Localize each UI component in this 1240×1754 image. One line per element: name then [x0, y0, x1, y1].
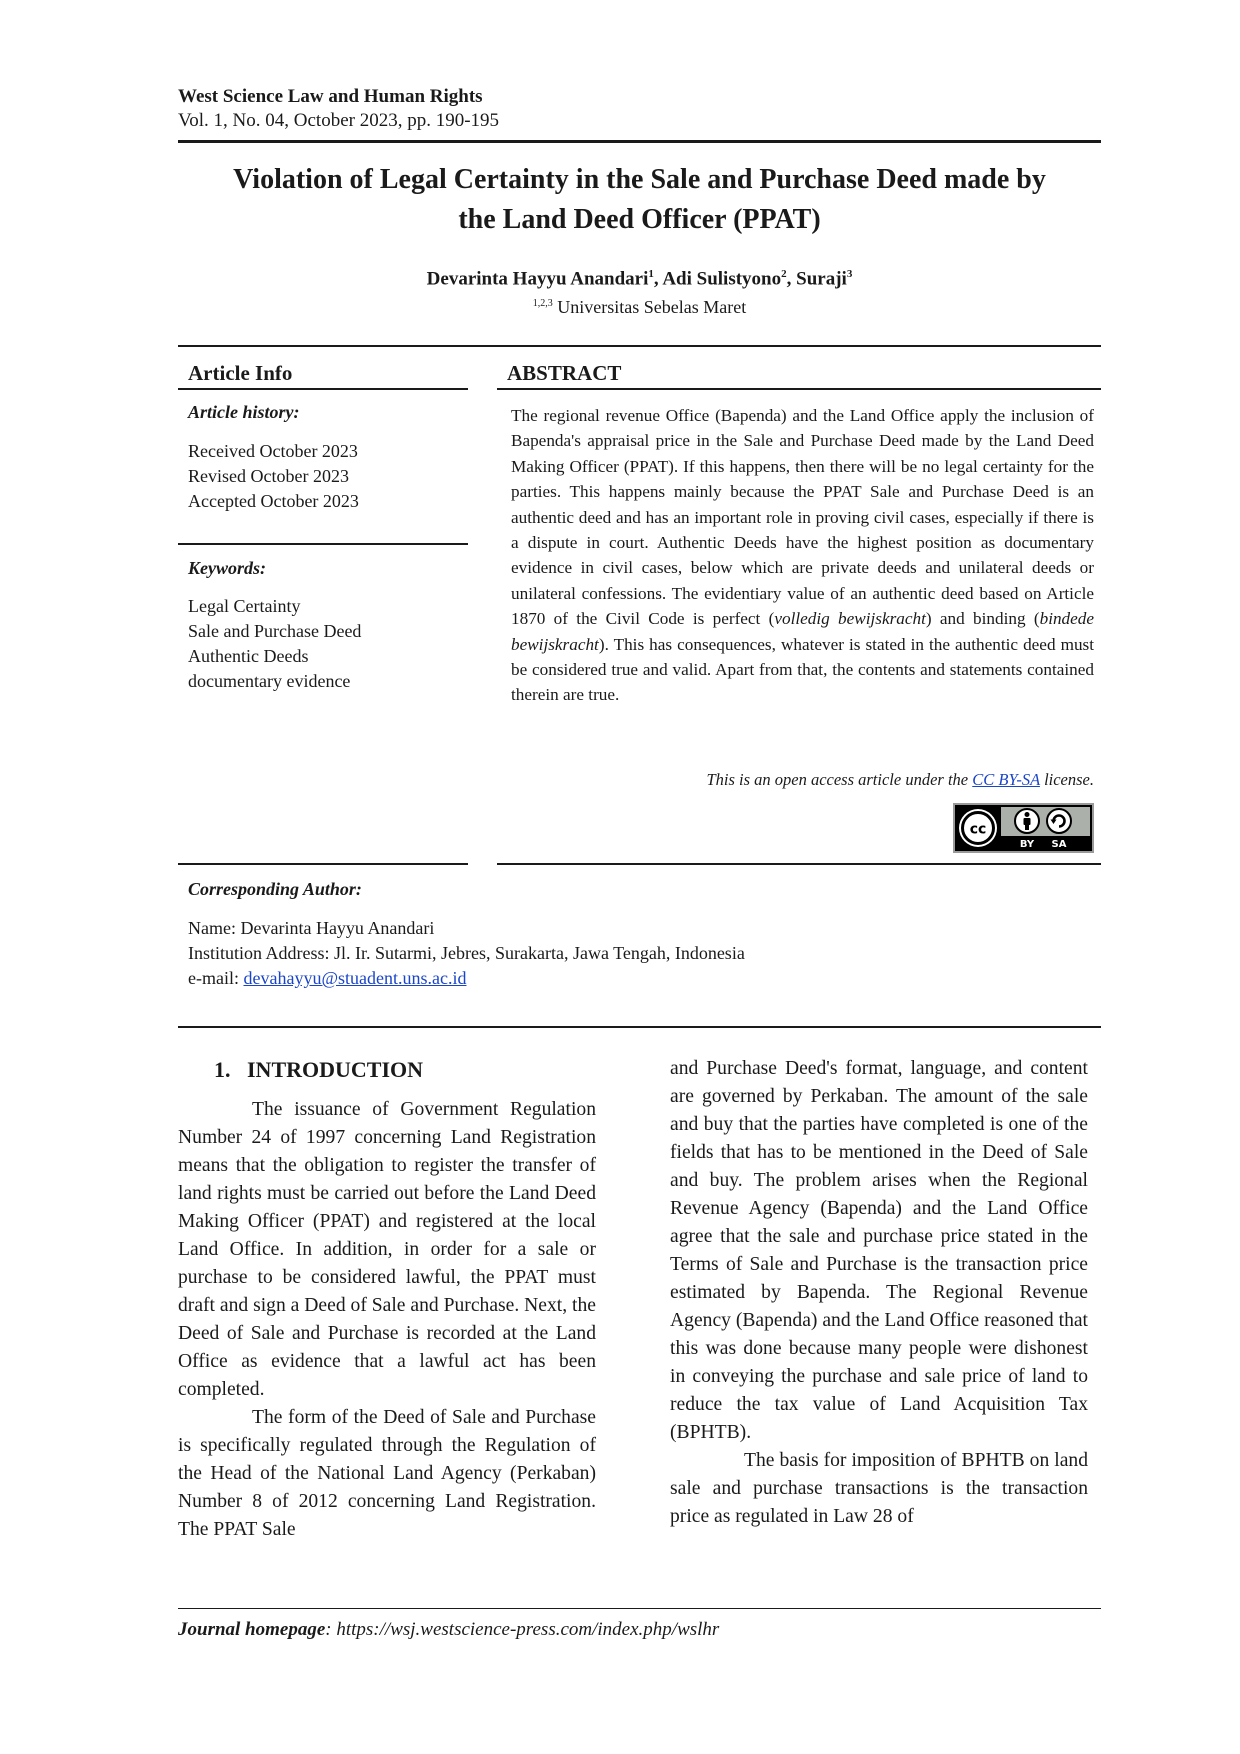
email-line	[188, 966, 745, 991]
email-link[interactable]: devahayyu@stuadent.uns.ac.id	[243, 968, 467, 988]
author-name-line: Name: Devarinta Hayyu Anandari	[188, 918, 435, 938]
keywords-list	[188, 594, 361, 694]
cc-icon-text: cc	[969, 821, 987, 838]
keyword-item: documentary evidence	[188, 671, 351, 691]
author-name: Devarinta Hayyu Anandari	[426, 268, 649, 290]
info-bottom-rule	[178, 863, 468, 865]
paper-title-line2: the Land Deed Officer (PPAT)	[458, 204, 821, 235]
abstract-heading: ABSTRACT	[507, 361, 622, 385]
author-name: Suraji	[796, 268, 847, 290]
intro-paragraph: and Purchase Deed's format, language, and content are governed by Perkaban. The amount of the sale and buy that the parties have completed is one of the fields that has to be mentioned in the Deed of Sale and buy. The problem arises when the Regional Revenue Agency (Bapenda) and the Land Office agree that the sale and purchase price stated in the Terms of Sale and Purchase is the transaction price estimated by Bapenda. The Regional Revenue Agency (Bapenda) and the Land Office reasoned that this was done because many people were dishonest in conveying the purchase and sale price of land to reduce the tax value of Land Acquisition Tax (BPHTB).	[670, 1058, 1089, 1443]
intro-paragraph: The basis for imposition of BPHTB on land sale and purchase transactions is the transaction price as regulated in Law 28 of	[670, 1450, 1088, 1527]
keyword-item: Sale and Purchase Deed	[188, 621, 362, 641]
abstract-heading-rule	[497, 388, 1101, 390]
keywords-label: Keywords:	[188, 558, 266, 578]
article-history	[188, 439, 359, 514]
abstract-part: The regional revenue Office (Bapenda) and the Land Office apply the inclusion of Bapenda's appraisal price in the Sale and Purchase Deed made by the Land Deed Making Officer (PPAT). If this happens, then there will be no legal certainty for the parties. This happens mainly because the PPAT Sale and Purchase Deed is an authentic deed and has an important role in proving civil cases, especially if there is a dispute in court. Authentic Deeds have the highest position as documentary evidence in civil cases, below which are private deeds and unilateral deeds or unilateral confessions. The evidentiary value of an authentic deed based on Article 1870 of the Civil Code is perfect (	[511, 406, 1094, 629]
accepted-date: Accepted October 2023	[188, 491, 359, 511]
intro-paragraph: The form of the Deed of Sale and Purchase is specifically regulated through the Regulation of the Head of the National Land Agency (Perkaban) Number 8 of 2012 concerning Land Registration. The PPAT Sale	[178, 1407, 596, 1540]
journal-name: West Science Law and Human Rights	[178, 86, 483, 107]
by-label: BY	[1019, 839, 1035, 850]
introduction-heading: 1. INTRODUCTION	[214, 1057, 424, 1082]
journal-homepage	[178, 1619, 719, 1641]
footer-rule	[178, 1608, 1101, 1609]
affiliation-name: Universitas Sebelas Maret	[557, 297, 747, 317]
author-list: Devarinta Hayyu Anandari$^1$, Adi Sulistyono$^2$, Suraji$^3$	[426, 268, 853, 290]
cc-by-sa-badge[interactable]	[953, 803, 1094, 853]
header-rule	[178, 140, 1101, 143]
keyword-item: Authentic Deeds	[188, 646, 309, 666]
keywords-separator-rule	[178, 543, 468, 545]
intro-left-column	[178, 1096, 596, 1544]
article-info-heading: Article Info	[188, 361, 293, 385]
article-history-label: Article history:	[188, 402, 300, 422]
intro-paragraph: The issuance of Government Regulation Number 24 of 1997 concerning Land Registration means that the obligation to register the transfer of land rights must be carried out before the Land Deed Making Officer (PPAT) and registered at the local Land Office. In addition, in order for a sale or purchase to be considered lawful, the PPAT must draft and sign a Deed of Sale and Purchase. Next, the Deed of Sale and Purchase is recorded at the Land Office as evidence that a lawful act has been completed.	[178, 1099, 596, 1400]
corresponding-bottom-rule	[178, 1026, 1101, 1028]
homepage-label: Journal homepage	[178, 1619, 326, 1640]
received-date: Received October 2023	[188, 441, 358, 461]
info-heading-rule	[178, 388, 468, 390]
license-prefix: This is an open access article under the	[706, 770, 973, 789]
abstract-term: bindede bewijskracht	[511, 609, 1095, 654]
author-name: Adi Sulistyono	[662, 268, 782, 290]
abstract-term: volledig bewijskracht	[774, 609, 926, 629]
author-sup: 3	[846, 268, 853, 280]
sa-label: SA	[1051, 839, 1067, 850]
info-top-rule	[178, 345, 1101, 347]
abstract-bottom-rule	[497, 863, 1101, 865]
author-sup: 1	[648, 268, 654, 280]
abstract-part: ) and binding (	[925, 609, 1040, 629]
corresponding-author-label: Corresponding Author:	[188, 879, 362, 899]
revised-date: Revised October 2023	[188, 466, 349, 486]
keyword-item: Legal Certainty	[188, 596, 301, 616]
cc-badge-graphic	[955, 805, 1092, 851]
author-sup: 2	[781, 268, 787, 280]
abstract-text	[511, 403, 1094, 708]
homepage-url[interactable]: : https://wsj.westscience-press.com/index.php/wslhr	[325, 1619, 720, 1640]
paper-title	[178, 160, 1101, 240]
affiliation-sup: 1,2,3	[532, 298, 553, 309]
corresponding-author-details	[188, 916, 745, 991]
paper-title-line1: Violation of Legal Certainty in the Sale and Purchase Deed made by	[233, 164, 1046, 195]
email-label: e-mail:	[188, 968, 244, 988]
license-statement	[511, 770, 1094, 790]
institution-address: Institution Address: Jl. Ir. Sutarmi, Jebres, Surakarta, Jawa Tengah, Indonesia	[188, 943, 745, 963]
journal-volume: Vol. 1, No. 04, October 2023, pp. 190-195	[178, 110, 500, 131]
license-link[interactable]: CC BY-SA	[972, 770, 1040, 789]
sa-share-icon	[1047, 809, 1071, 833]
abstract-part: ). This has consequences, whatever is stated in the authentic deed must be considered true and valid. Apart from that, the contents and statements contained therein are true.	[511, 634, 1094, 705]
intro-right-column	[670, 1055, 1088, 1531]
license-suffix: license.	[1039, 770, 1094, 789]
affiliation	[178, 297, 1101, 318]
